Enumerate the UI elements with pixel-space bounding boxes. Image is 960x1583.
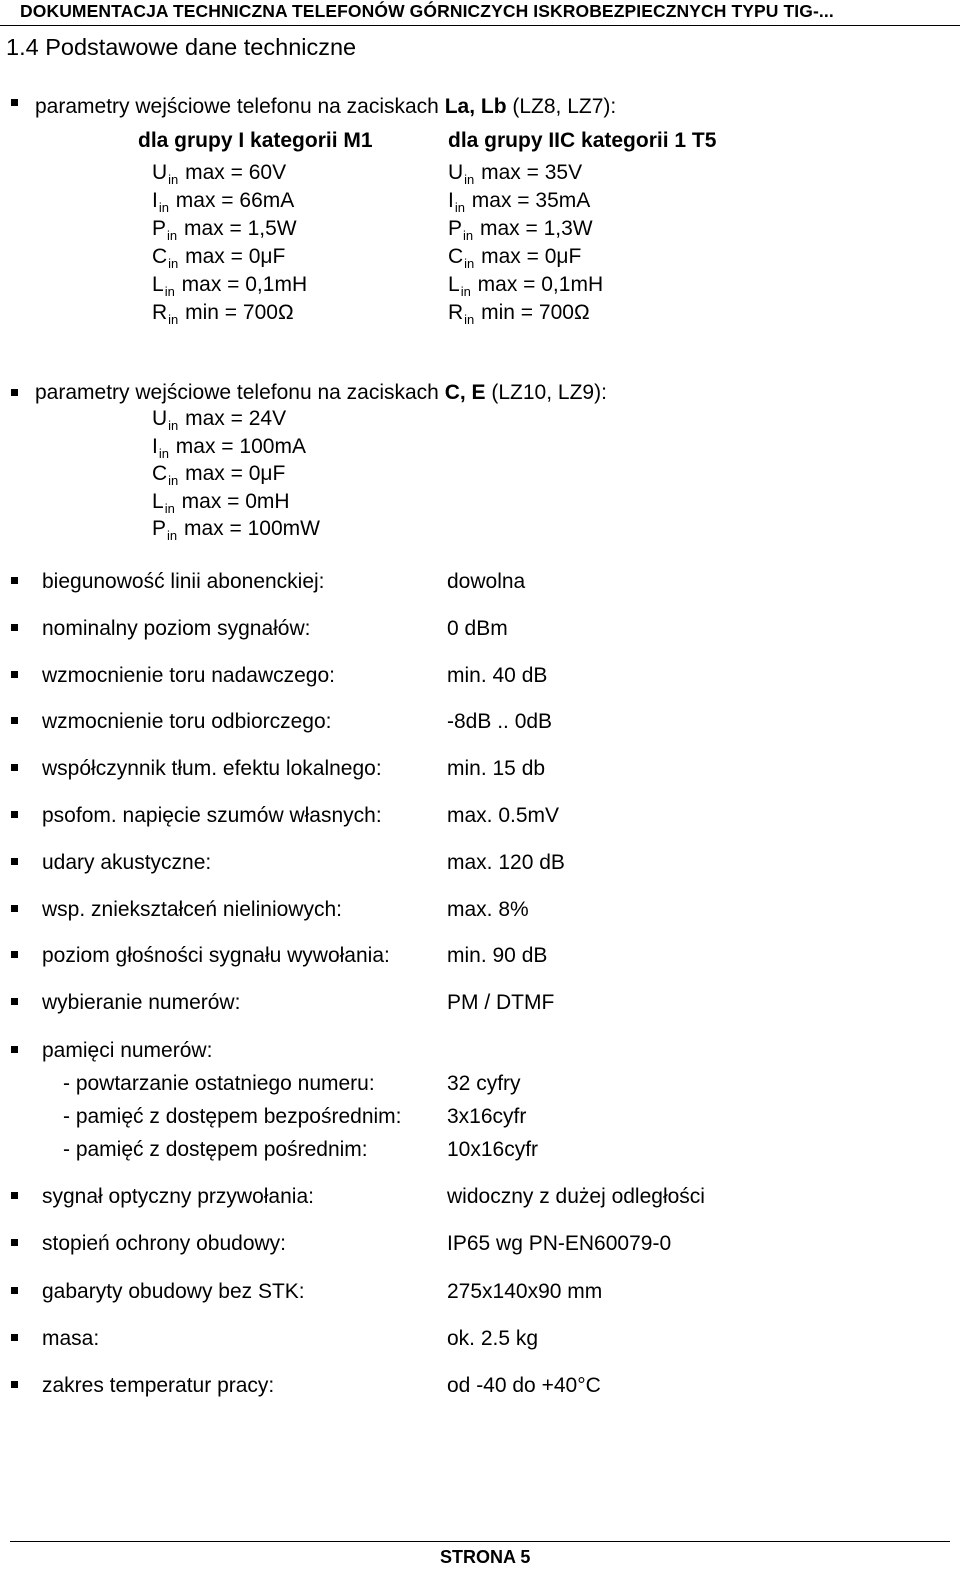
param-symbol: I xyxy=(152,434,158,458)
param-value: max = 100mA xyxy=(169,434,306,458)
spec-row-value: min. 90 dB xyxy=(447,944,548,968)
memory-item-label: - pamięć z dostępem bezpośrednim: xyxy=(63,1105,402,1128)
param-symbol: C xyxy=(448,245,464,268)
bullet-icon xyxy=(11,1046,18,1053)
bullet-icon xyxy=(11,624,18,631)
spec-row-label: współczynnik tłum. efektu lokalnego: xyxy=(42,757,382,781)
param-subscript: in xyxy=(464,172,475,187)
spec-row-label: zakres temperatur pracy: xyxy=(42,1374,275,1398)
params-ce-intro-suffix: (LZ10, LZ9): xyxy=(485,381,607,404)
param-symbol: L xyxy=(448,273,460,296)
param-value: max = 1,5W xyxy=(178,217,297,240)
param-row xyxy=(152,189,295,215)
param-value: max = 0mH xyxy=(175,489,290,513)
bullet-icon xyxy=(11,1334,18,1341)
spec-row-value: ok. 2.5 kg xyxy=(447,1326,539,1350)
param-value: max = 35mA xyxy=(465,189,591,212)
param-subscript: in xyxy=(464,312,475,327)
spec-row-label: masa: xyxy=(42,1326,100,1350)
params-lab-intro-suffix: (LZ8, LZ7): xyxy=(506,95,617,118)
memory-item-value: 10x16cyfr xyxy=(447,1138,539,1161)
memory-item-label: - powtarzanie ostatniego numeru: xyxy=(63,1072,375,1095)
bullet-icon xyxy=(11,951,18,958)
spec-row-value: IP65 wg PN-EN60079-0 xyxy=(447,1232,672,1256)
spec-row-label: gabaryty obudowy bez STK: xyxy=(42,1279,305,1303)
spec-row-value: 275x140x90 mm xyxy=(447,1279,603,1303)
param-row xyxy=(152,489,290,516)
param-subscript: in xyxy=(158,200,169,215)
param-subscript: in xyxy=(168,312,179,327)
param-value: max = 0μF xyxy=(179,245,286,268)
param-symbol: P xyxy=(152,217,167,240)
param-symbol: I xyxy=(448,189,454,212)
param-subscript: in xyxy=(164,284,175,299)
param-value: max = 0μF xyxy=(475,245,582,268)
param-row xyxy=(448,161,583,187)
param-symbol: P xyxy=(152,517,167,540)
param-value: max = 100mW xyxy=(178,517,320,540)
spec-row-value: -8dB .. 0dB xyxy=(447,710,553,734)
param-row xyxy=(152,273,308,299)
param-subscript: in xyxy=(168,256,179,271)
param-symbol: U xyxy=(152,161,168,184)
bullet-icon xyxy=(11,998,18,1005)
param-row xyxy=(152,517,320,543)
params-ce-intro-terminals: C, E xyxy=(444,381,486,404)
param-value: max = 0,1mH xyxy=(471,273,604,296)
param-value: min = 700Ω xyxy=(475,301,590,324)
param-symbol: C xyxy=(152,245,168,268)
param-symbol: U xyxy=(152,407,168,430)
param-row xyxy=(152,462,286,488)
bullet-icon xyxy=(11,858,18,865)
spec-row-value: PM / DTMF xyxy=(447,991,555,1015)
bullet-icon xyxy=(11,764,18,771)
param-value: max = 60V xyxy=(179,161,287,184)
param-value: max = 1,3W xyxy=(474,217,593,240)
bullet-icon xyxy=(11,811,18,818)
param-row xyxy=(152,161,287,187)
params-lab-intro-terminals: La, Lb xyxy=(444,95,507,118)
spec-row-label: biegunowość linii abonenckiej: xyxy=(42,570,325,593)
spec-row-value: max. 8% xyxy=(447,897,529,921)
spec-row-label: wzmocnienie toru odbiorczego: xyxy=(42,710,332,734)
spec-row-label: nominalny poziom sygnałów: xyxy=(42,616,311,640)
param-subscript: in xyxy=(167,528,178,543)
params-lab-intro xyxy=(35,96,616,117)
bullet-icon xyxy=(11,905,18,912)
memory-item-value: 3x16cyfr xyxy=(447,1105,527,1128)
param-subscript: in xyxy=(158,445,169,461)
param-value: max = 0μF xyxy=(179,462,286,485)
memory-item-value: 32 cyfry xyxy=(447,1072,521,1095)
memory-label: pamięci numerów: xyxy=(42,1039,213,1062)
param-row xyxy=(152,245,286,271)
param-symbol: R xyxy=(152,301,168,324)
params-lab-intro-prefix: parametry wejściowe telefonu na zaciskach xyxy=(35,95,445,118)
spec-row-label: wybieranie numerów: xyxy=(42,991,241,1015)
spec-row-value: 0 dBm xyxy=(447,616,508,640)
spec-row-value: min. 15 db xyxy=(447,757,546,781)
param-row xyxy=(448,217,593,243)
spec-row-value: max. 120 dB xyxy=(447,850,565,874)
param-value: max = 24V xyxy=(179,407,287,430)
param-subscript: in xyxy=(460,284,471,299)
param-symbol: L xyxy=(152,273,164,296)
bullet-icon xyxy=(11,1381,18,1388)
document-header: DOKUMENTACJA TECHNICZNA TELEFONÓW GÓRNICZYCH ISKROBEZPIECZNYCH TYPU TIG-... xyxy=(20,1,834,21)
spec-row-value: max. 0.5mV xyxy=(447,804,560,827)
param-row xyxy=(152,434,306,461)
param-symbol: I xyxy=(152,189,158,212)
params-ce-intro xyxy=(35,382,607,403)
bullet-icon xyxy=(11,1239,18,1246)
spec-row-label: poziom głośności sygnału wywołania: xyxy=(42,944,390,968)
bullet-icon xyxy=(11,717,18,724)
param-row xyxy=(448,301,590,327)
header-rule xyxy=(0,25,960,26)
param-subscript: in xyxy=(454,200,465,215)
spec-row-label: wzmocnienie toru nadawczego: xyxy=(42,663,335,687)
param-row xyxy=(152,407,287,433)
memory-item-label: - pamięć z dostępem pośrednim: xyxy=(63,1138,368,1161)
param-symbol: P xyxy=(448,217,463,240)
param-subscript: in xyxy=(168,473,179,488)
bullet-icon xyxy=(11,1287,18,1294)
spec-row-value: dowolna xyxy=(447,570,526,593)
bullet-icon xyxy=(11,671,18,678)
spec-row-label: wsp. zniekształceń nieliniowych: xyxy=(42,897,342,921)
param-subscript: in xyxy=(463,228,474,243)
param-subscript: in xyxy=(164,500,175,516)
bullet-icon xyxy=(11,389,18,396)
spec-row-value: widoczny z dużej odległości xyxy=(447,1185,705,1208)
param-symbol: L xyxy=(152,489,164,513)
bullet-icon xyxy=(11,577,18,584)
col2-heading: dla grupy IIC kategorii 1 T5 xyxy=(448,129,717,152)
spec-row-label: psofom. napięcie szumów własnych: xyxy=(42,804,382,827)
params-ce-intro-prefix: parametry wejściowe telefonu na zaciskach xyxy=(35,381,445,404)
spec-row-label: stopień ochrony obudowy: xyxy=(42,1232,286,1256)
param-row xyxy=(448,189,591,215)
param-row xyxy=(152,217,297,243)
footer-rule xyxy=(10,1541,950,1542)
spec-row-label: udary akustyczne: xyxy=(42,850,212,874)
param-symbol: R xyxy=(448,301,464,324)
bullet-icon xyxy=(11,1192,18,1199)
param-subscript: in xyxy=(168,418,179,433)
param-row xyxy=(448,245,582,271)
param-subscript: in xyxy=(167,228,178,243)
param-subscript: in xyxy=(464,256,475,271)
param-value: min = 700Ω xyxy=(179,301,294,324)
param-subscript: in xyxy=(168,172,179,187)
spec-row-label: sygnał optyczny przywołania: xyxy=(42,1185,314,1208)
col1-heading: dla grupy I kategorii M1 xyxy=(138,129,373,152)
param-value: max = 66mA xyxy=(169,189,295,212)
param-value: max = 35V xyxy=(475,161,583,184)
param-row xyxy=(448,273,604,299)
param-symbol: U xyxy=(448,161,464,184)
param-row xyxy=(152,301,294,327)
spec-row-value: od -40 do +40°C xyxy=(447,1374,601,1398)
bullet-icon xyxy=(11,99,18,106)
param-symbol: C xyxy=(152,462,168,485)
section-title: 1.4 Podstawowe dane techniczne xyxy=(6,34,357,60)
page-number: STRONA 5 xyxy=(440,1547,531,1567)
param-value: max = 0,1mH xyxy=(175,273,308,296)
spec-row-value: min. 40 dB xyxy=(447,663,548,687)
